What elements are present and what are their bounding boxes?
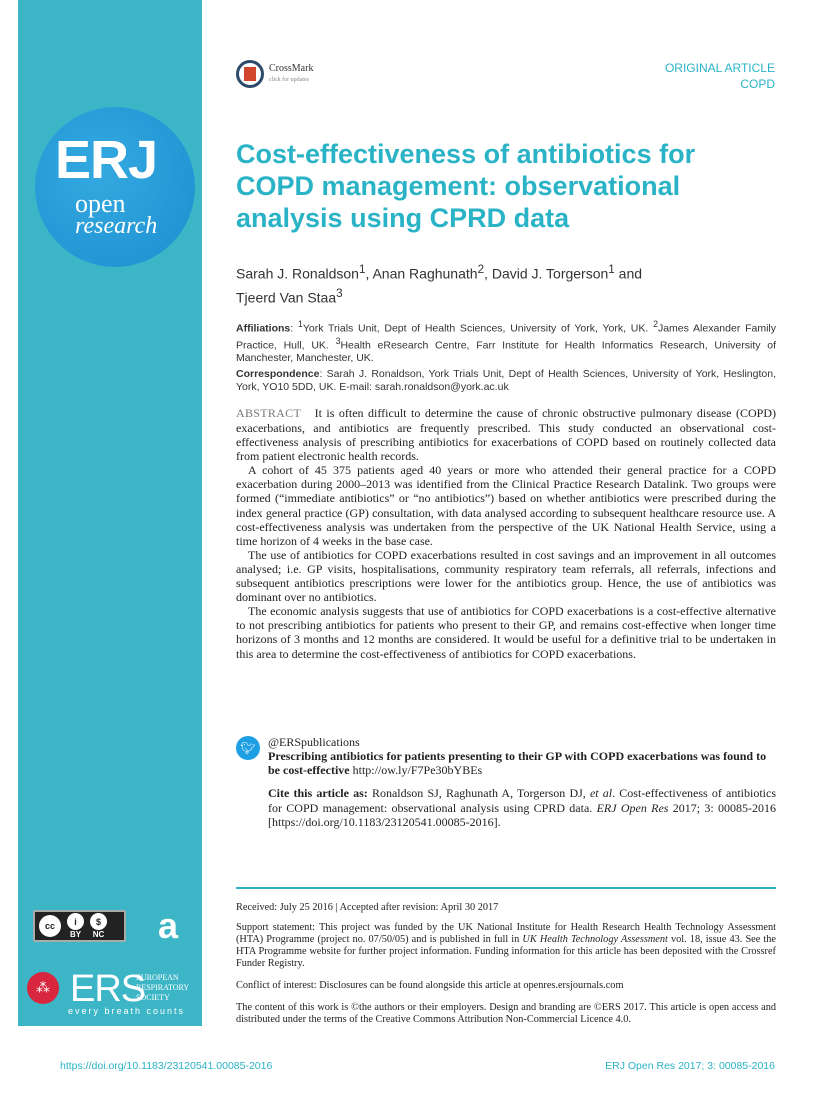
author-sup: 3 <box>336 286 343 300</box>
citation <box>268 786 776 830</box>
sup: 3 <box>335 336 341 346</box>
abstract-paragraph: It is often difficult to determine the cause of chronic obstructive pulmonary disease (COPD) exacerbations, and antibiotics are frequently prescribed. This study conducted an observational cost-effectiveness analysis of prescribing antibiotics for exacerbations of COPD based on routinely collected data from patient electronic health records. <box>236 406 777 464</box>
correspondence: Correspondence: Sarah J. Ronaldson, York Trials Unit, Dept of Health Sciences, University of York, Heslington, York, YO10 5DD, UK. E-mail: sarah.ronaldson@york.ac.uk <box>236 368 776 393</box>
correspondence-label: Correspondence <box>236 368 320 380</box>
license-statement: The content of this work is ©the authors or their employers. Design and branding are ©ERS 2017. This article is open access and distributed under the terms of the Creative Commons Attribution Non-Commercial Licence 4.0. <box>236 1002 776 1025</box>
author-sup: 1 <box>358 263 366 276</box>
crossmark-label: CrossMark <box>269 62 314 74</box>
sep: , <box>484 265 492 282</box>
sep: and <box>614 265 643 282</box>
nc-icon: $ <box>90 913 107 930</box>
doi-link[interactable]: https://doi.org/10.1183/23120541.00085-2016 <box>60 1060 273 1072</box>
cc-icon: cc <box>39 915 61 937</box>
ers-seal-icon: ⁂ <box>27 972 59 1004</box>
cite-rest[interactable]: 2017; 3: 00085-2016 [https://doi.org/10.1183/23120541.00085-2016]. <box>268 800 776 829</box>
logo-open: open <box>75 189 126 218</box>
crossmark-button[interactable] <box>236 60 313 88</box>
ers-society-line: RESPIRATORY <box>136 983 190 992</box>
affiliations-label: Affiliations <box>236 322 291 335</box>
cite-text: . Cost-effectiveness of antibiotics for COPD management: observational analysis using CPRD data. <box>268 786 777 815</box>
support-text: vol. 18, issue 43. See the HTA Programme website for further project information. Funding information for this article has been deposited with the Crossref Funder Registry. <box>236 934 776 969</box>
affiliations: Affiliations: $^1$York Trials Unit, Dept of Health Sciences, University of York, York, UK. $^2$James Alexander Family Practice, Hull, UK. $^3$Health eResearch Centre, Farr Institute for Health Informatics Research, University of Manchester, Manchester, UK. <box>236 319 777 364</box>
article-topic: COPD <box>740 77 775 91</box>
by-label: BY <box>69 930 82 939</box>
author: Tjeerd Van Staa <box>236 289 337 306</box>
abstract-paragraph: The economic analysis suggests that use of antibiotics for COPD exacerbations is a cost-effective alternative to not prescribing antibiotics for patients who present to their GP, and remains cost-effective when longer time horizons of 3 months and 12 months are considered. It would be useful for a definitive trial to be undertaken in this area to determine the cost-effectiveness of antibiotics for COPD exacerbations. <box>236 604 776 661</box>
affiliation: Health eResearch Centre, Farr Institute for Health Informatics Research, University of Manchester, Manchester, UK. <box>236 339 777 364</box>
logo-research: research <box>75 213 158 239</box>
author: Anan Raghunath <box>372 265 478 282</box>
divider <box>236 887 776 889</box>
by-icon: i <box>67 913 84 930</box>
author: David J. Torgerson <box>491 265 609 282</box>
twitter-handle[interactable]: @ERSpublications <box>268 735 360 749</box>
article-type <box>665 60 775 92</box>
crossmark-icon <box>236 60 264 88</box>
support-statement <box>236 922 776 970</box>
author-sup: 1 <box>608 263 615 276</box>
sup: 1 <box>297 319 303 329</box>
author: Sarah J. Ronaldson <box>236 265 359 282</box>
ers-society-line: EUROPEAN <box>136 973 179 982</box>
crossmark-sub: click for updates <box>269 76 309 83</box>
tweet-link[interactable]: http://ow.ly/F7Pe30bYBEs <box>352 763 483 777</box>
author-list <box>236 260 776 307</box>
cc-license-badge[interactable] <box>33 910 126 942</box>
cite-label: Cite this article as: <box>268 786 368 800</box>
cite-etal: et al <box>589 786 613 800</box>
ers-tagline: every breath counts <box>68 1006 186 1016</box>
abstract-paragraph: The use of antibiotics for COPD exacerbations resulted in cost savings and an improvement in all outcomes analysed; i.e. GP visits, hospitalisations, community respiratory team referrals, all referrals, infections and subsequent antibiotics prescriptions were lower for the antibiotics group. Hence, the use of antibiotics was dominant over no antibiotics. <box>236 547 776 605</box>
page-citation: ERJ Open Res 2017; 3: 00085-2016 <box>605 1060 775 1072</box>
support-text: Support statement: This project was funded by the UK National Institute for Health Research Health Technology Assessment (HTA) Programme (project no. 07/50/05) and is published in full in <box>236 922 776 945</box>
received-dates: Received: July 25 2016 | Accepted after revision: April 30 2017 <box>236 902 499 913</box>
support-italic: UK Health Technology Assessment <box>522 934 668 945</box>
article-title: Cost-effectiveness of antibiotics for COPD management: observational analysis using CPRD data <box>236 139 696 233</box>
correspondence-text: Sarah J. Ronaldson, York Trials Unit, Dept of Health Sciences, University of York, Heslington, York, YO10 5DD, UK. E-mail: sarah.ronaldson@york.ac.uk <box>236 368 776 393</box>
conflict-of-interest: Conflict of interest: Disclosures can be found alongside this article at openres.ersjournals.com <box>236 980 624 991</box>
cite-authors: Ronaldson SJ, Raghunath A, Torgerson DJ, <box>371 786 590 800</box>
sep: , <box>365 265 373 282</box>
logo-erj: ERJ <box>55 130 158 190</box>
ers-society-name <box>136 973 189 1003</box>
journal-sidebar <box>18 0 202 1026</box>
ers-logo: ERS <box>70 968 146 1010</box>
nc-label: NC <box>92 930 105 939</box>
tweet-text: Prescribing antibiotics for patients presenting to their GP with COPD exacerbations was found to be cost-effective <box>268 749 767 777</box>
affiliation: James Alexander Family Practice, Hull, UK. <box>236 322 776 352</box>
erj-open-research-logo <box>35 107 195 267</box>
open-access-icon: a <box>158 905 179 946</box>
sup: 2 <box>653 319 658 329</box>
abstract-paragraph: A cohort of 45 375 patients aged 40 years or more who attended their general practice for a COPD exacerbation during 2000–2013 was identified from the Clinical Practice Research Datalink. Two groups were formed (“immediate antibiotics” or “no antibiotics”) based on whether antibiotics were prescribed during the index general practice (GP) consultation, with data analysed according to subsequent healthcare resource use. A cost-effectiveness analysis was undertaken from the perspective of the UK National Health Service, using a time horizon of 4 weeks in the base case. <box>236 463 776 548</box>
author-sup: 2 <box>477 263 485 276</box>
abstract-label: ABSTRACT <box>236 406 302 420</box>
ers-society-line: SOCIETY <box>136 993 170 1002</box>
cite-journal: ERJ Open Res <box>596 800 669 815</box>
tweet <box>268 735 776 777</box>
article-type-label: ORIGINAL ARTICLE <box>664 61 775 75</box>
abstract <box>236 406 776 661</box>
affiliation: York Trials Unit, Dept of Health Sciences, University of York, York, UK. <box>302 322 654 335</box>
twitter-icon[interactable]: 🐦︎ <box>236 736 260 760</box>
